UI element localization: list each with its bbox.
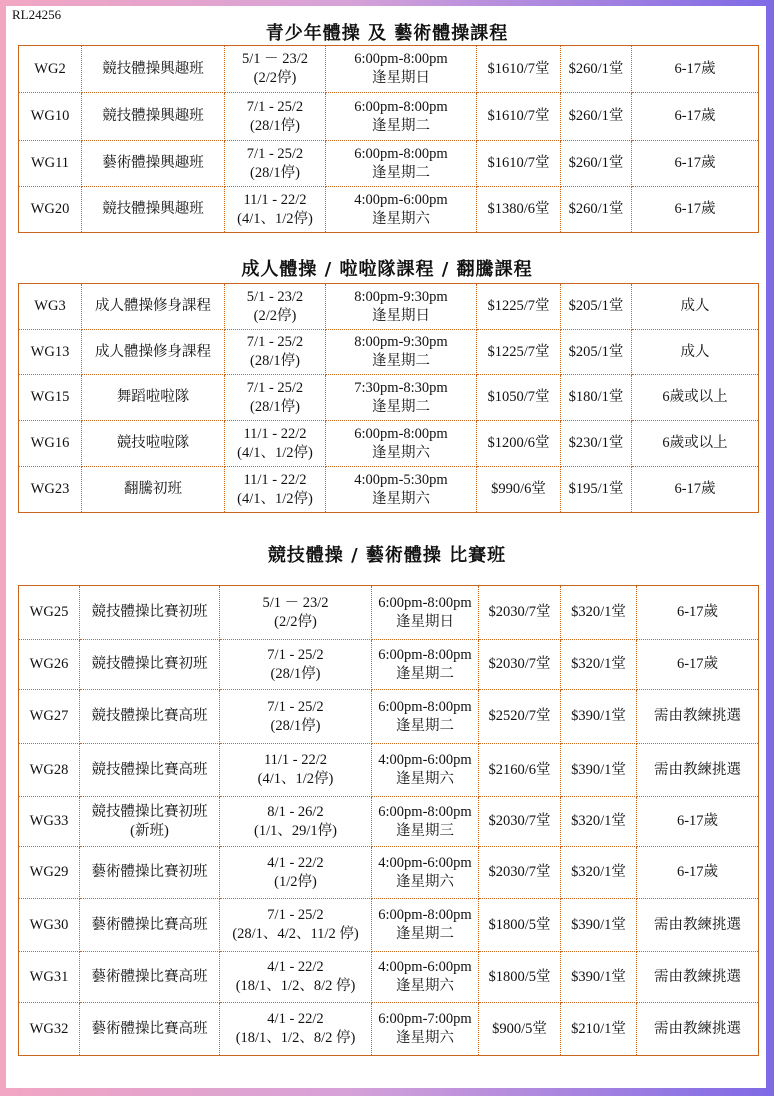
table-row xyxy=(19,797,759,847)
course-name xyxy=(80,640,220,690)
course-age: 成人 xyxy=(632,330,759,375)
course-name xyxy=(82,375,225,421)
course-single-fee: $320/1堂 xyxy=(561,797,637,847)
table-row xyxy=(19,141,759,187)
course-time-line: 逢星期二 xyxy=(396,665,454,682)
course-dates xyxy=(220,690,372,744)
course-code: WG26 xyxy=(19,640,80,690)
course-dates-line: 11/1 - 22/2 xyxy=(243,471,307,488)
course-fee: $2030/7堂 xyxy=(479,797,561,847)
course-fee: $990/6堂 xyxy=(477,467,561,513)
course-age: 6歲或以上 xyxy=(632,421,759,467)
course-time-line: 4:00pm-6:00pm xyxy=(378,752,472,768)
course-code: WG20 xyxy=(19,187,82,233)
course-time-line: 逢星期二 xyxy=(372,398,430,415)
course-age: 6-17歲 xyxy=(632,46,759,93)
course-code: WG30 xyxy=(19,899,80,952)
course-time-line: 逢星期六 xyxy=(396,1030,454,1046)
course-dates-line: (28/1停) xyxy=(250,353,300,369)
table-row xyxy=(19,690,759,744)
course-time xyxy=(372,797,479,847)
course-age: 需由教練挑選 xyxy=(637,952,759,1003)
course-dates xyxy=(225,46,326,93)
course-name-line: 競技體操比賽初班 xyxy=(91,604,208,620)
course-time xyxy=(372,690,479,744)
course-time xyxy=(326,375,477,421)
course-age: 6-17歲 xyxy=(632,141,759,187)
table-row xyxy=(19,421,759,467)
course-dates-line: (1/2停) xyxy=(274,873,317,890)
course-time-line: 逢星期日 xyxy=(372,307,430,324)
youth-course-table xyxy=(18,45,759,233)
course-dates xyxy=(225,421,326,467)
course-age: 需由教練挑選 xyxy=(637,744,759,797)
table-row xyxy=(19,46,759,93)
course-fee: $1610/7堂 xyxy=(477,93,561,141)
course-dates-line: (28/1停) xyxy=(250,117,300,134)
course-code: WG29 xyxy=(19,847,80,899)
course-dates-line: (2/2停) xyxy=(253,70,297,86)
course-dates-line: (1/1、29/1停) xyxy=(254,822,337,839)
course-single-fee: $320/1堂 xyxy=(561,586,637,640)
course-dates xyxy=(225,375,326,421)
course-time-line: 逢星期六 xyxy=(396,771,454,787)
course-time-line: 4:00pm-6:00pm xyxy=(354,191,448,208)
course-time-line: 6:00pm-8:00pm xyxy=(354,98,448,115)
course-single-fee: $260/1堂 xyxy=(561,141,632,187)
table-row xyxy=(19,847,759,899)
course-name-line: 競技體操比賽初班 xyxy=(91,803,208,820)
course-fee: $900/5堂 xyxy=(479,1003,561,1056)
course-dates-line: (4/1、1/2停) xyxy=(257,771,334,787)
course-name xyxy=(82,141,225,187)
course-name xyxy=(82,467,225,513)
course-code: WG13 xyxy=(19,330,82,375)
table-row xyxy=(19,586,759,640)
course-name-line: 競技體操比賽初班 xyxy=(91,656,208,672)
course-name-line: 成人體操修身課程 xyxy=(95,298,211,314)
course-time-line: 逢星期二 xyxy=(372,164,430,181)
course-name-line: 競技體操興趣班 xyxy=(102,60,204,77)
course-time-line: 6:00pm-8:00pm xyxy=(378,698,472,715)
course-fee: $1225/7堂 xyxy=(477,284,561,330)
course-fee: $2160/6堂 xyxy=(479,744,561,797)
course-name-line: 藝術體操興趣班 xyxy=(102,155,204,171)
course-dates-line: (4/1、1/2停) xyxy=(237,210,313,227)
course-time-line: 6:00pm-8:00pm xyxy=(378,803,472,820)
course-name-line: 競技體操比賽高班 xyxy=(91,761,208,778)
course-dates xyxy=(225,141,326,187)
course-time-line: 逢星期二 xyxy=(372,353,430,369)
course-age: 6歲或以上 xyxy=(632,375,759,421)
course-dates-line: (18/1、1/2、8/2 停) xyxy=(235,978,356,994)
course-time-line: 4:00pm-5:30pm xyxy=(354,471,448,488)
table-row xyxy=(19,952,759,1003)
course-time-line: 逢星期日 xyxy=(372,70,430,86)
course-dates-line: (28/1、4/2、11/2 停) xyxy=(232,926,359,942)
course-time xyxy=(326,421,477,467)
course-dates-line: 7/1 - 25/2 xyxy=(246,145,304,162)
course-single-fee: $320/1堂 xyxy=(561,640,637,690)
course-code: WG2 xyxy=(19,46,82,93)
course-dates-line: 8/1 - 26/2 xyxy=(267,803,324,820)
course-dates-line: 7/1 - 25/2 xyxy=(246,379,304,396)
course-name-line: 成人體操修身課程 xyxy=(95,343,211,360)
course-name xyxy=(80,690,220,744)
course-single-fee: $390/1堂 xyxy=(561,952,637,1003)
course-single-fee: $260/1堂 xyxy=(561,187,632,233)
course-dates-line: 7/1 - 25/2 xyxy=(267,698,324,715)
course-time-line: 逢星期六 xyxy=(396,978,454,994)
section-title-adult: 成人體操 / 啦啦隊課程 / 翻騰課程 xyxy=(241,259,533,280)
course-time-line: 逢星期日 xyxy=(396,613,454,630)
course-dates-line: (4/1、1/2停) xyxy=(237,490,313,507)
document-code: RL24256 xyxy=(12,7,62,22)
course-code: WG15 xyxy=(19,375,82,421)
course-time-line: 6:00pm-8:00pm xyxy=(378,907,472,923)
course-name xyxy=(82,284,225,330)
course-time xyxy=(372,586,479,640)
course-name xyxy=(82,46,225,93)
course-time-line: 逢星期二 xyxy=(372,117,430,134)
course-fee: $1800/5堂 xyxy=(479,952,561,1003)
course-fee: $1050/7堂 xyxy=(477,375,561,421)
course-code: WG27 xyxy=(19,690,80,744)
course-time xyxy=(326,46,477,93)
course-code: WG23 xyxy=(19,467,82,513)
course-code: WG11 xyxy=(19,141,82,187)
course-age: 需由教練挑選 xyxy=(637,899,759,952)
course-name xyxy=(80,797,220,847)
course-time xyxy=(326,284,477,330)
course-name xyxy=(80,899,220,952)
competition-course-table xyxy=(18,585,759,1056)
adult-course-table xyxy=(18,283,759,513)
course-time-line: 逢星期二 xyxy=(396,926,454,942)
section-title-youth: 青少年體操 及 藝術體操課程 xyxy=(265,23,509,44)
course-age: 6-17歲 xyxy=(637,797,759,847)
course-dates-line: 4/1 - 22/2 xyxy=(267,1011,324,1027)
course-dates-line: 4/1 - 22/2 xyxy=(267,854,324,871)
course-single-fee: $205/1堂 xyxy=(561,330,632,375)
course-dates xyxy=(225,93,326,141)
course-fee: $1610/7堂 xyxy=(477,46,561,93)
course-time-line: 逢星期六 xyxy=(372,490,430,507)
course-age: 需由教練挑選 xyxy=(637,690,759,744)
course-dates-line: (28/1停) xyxy=(270,665,321,682)
course-age: 6-17歲 xyxy=(632,93,759,141)
course-time-line: 6:00pm-8:00pm xyxy=(378,646,472,663)
course-dates-line: 7/1 - 25/2 xyxy=(267,646,324,663)
course-dates-line: 5/1 － 23/2 xyxy=(262,594,329,611)
course-name xyxy=(80,952,220,1003)
table-row xyxy=(19,1003,759,1056)
table-row xyxy=(19,330,759,375)
course-code: WG10 xyxy=(19,93,82,141)
course-fee: $2030/7堂 xyxy=(479,847,561,899)
course-dates xyxy=(225,467,326,513)
course-dates xyxy=(225,284,326,330)
course-single-fee: $260/1堂 xyxy=(561,46,632,93)
course-dates xyxy=(220,640,372,690)
course-single-fee: $320/1堂 xyxy=(561,847,637,899)
table-row xyxy=(19,899,759,952)
course-age: 6-17歲 xyxy=(637,640,759,690)
course-fee: $1225/7堂 xyxy=(477,330,561,375)
course-time-line: 逢星期六 xyxy=(372,444,430,461)
course-dates-line: (28/1停) xyxy=(250,398,300,415)
course-dates xyxy=(220,797,372,847)
course-age: 成人 xyxy=(632,284,759,330)
course-name-line: 藝術體操比賽高班 xyxy=(91,1020,208,1037)
course-time xyxy=(372,744,479,797)
course-fee: $1200/6堂 xyxy=(477,421,561,467)
course-dates-line: (28/1停) xyxy=(270,717,321,734)
table-row xyxy=(19,375,759,421)
section-title-competition: 競技體操 / 藝術體操 比賽班 xyxy=(267,545,507,566)
course-time-line: 逢星期六 xyxy=(372,210,430,227)
course-fee: $1800/5堂 xyxy=(479,899,561,952)
course-code: WG16 xyxy=(19,421,82,467)
course-name-line: 舞蹈啦啦隊 xyxy=(116,389,190,405)
course-time xyxy=(372,899,479,952)
course-dates-line: 5/1 － 23/2 xyxy=(241,51,309,67)
course-dates-line: 5/1 - 23/2 xyxy=(246,288,304,305)
course-code: WG33 xyxy=(19,797,80,847)
course-time xyxy=(372,1003,479,1056)
course-name-line: 藝術體操比賽高班 xyxy=(91,916,208,933)
course-dates xyxy=(220,952,372,1003)
table-row xyxy=(19,467,759,513)
course-fee: $1380/6堂 xyxy=(477,187,561,233)
course-age: 6-17歲 xyxy=(632,467,759,513)
course-name-line: 競技體操興趣班 xyxy=(102,201,204,217)
course-time-line: 6:00pm-8:00pm xyxy=(354,425,448,442)
course-time-line: 6:00pm-8:00pm xyxy=(354,51,448,67)
course-single-fee: $205/1堂 xyxy=(561,284,632,330)
course-time-line: 8:00pm-9:30pm xyxy=(354,288,448,305)
course-code: WG31 xyxy=(19,952,80,1003)
course-time-line: 逢星期六 xyxy=(396,873,454,890)
course-time-line: 7:30pm-8:30pm xyxy=(354,379,448,396)
course-name-line: 競技體操比賽高班 xyxy=(91,708,208,724)
table-row xyxy=(19,284,759,330)
course-time-line: 8:00pm-9:30pm xyxy=(354,334,448,350)
course-time xyxy=(372,847,479,899)
course-age: 6-17歲 xyxy=(637,586,759,640)
course-code: WG28 xyxy=(19,744,80,797)
course-single-fee: $390/1堂 xyxy=(561,744,637,797)
course-dates-line: (18/1、1/2、8/2 停) xyxy=(235,1030,356,1046)
course-dates-line: 11/1 - 22/2 xyxy=(243,425,307,442)
course-name xyxy=(80,1003,220,1056)
course-time xyxy=(372,640,479,690)
course-age: 6-17歲 xyxy=(632,187,759,233)
course-single-fee: $180/1堂 xyxy=(561,375,632,421)
course-time xyxy=(326,330,477,375)
course-time xyxy=(326,93,477,141)
course-name xyxy=(80,847,220,899)
course-time-line: 逢星期二 xyxy=(396,717,454,734)
course-name xyxy=(82,330,225,375)
course-time-line: 6:00pm-8:00pm xyxy=(378,594,472,611)
course-dates-line: 7/1 - 25/2 xyxy=(246,334,304,350)
course-age: 需由教練挑選 xyxy=(637,1003,759,1056)
course-code: WG25 xyxy=(19,586,80,640)
course-name xyxy=(82,421,225,467)
course-time-line: 6:00pm-7:00pm xyxy=(378,1011,472,1027)
course-name-line: 競技啦啦隊 xyxy=(116,435,190,451)
course-age: 6-17歲 xyxy=(637,847,759,899)
course-code: WG3 xyxy=(19,284,82,330)
table-row xyxy=(19,93,759,141)
course-single-fee: $390/1堂 xyxy=(561,690,637,744)
course-dates-line: 4/1 - 22/2 xyxy=(267,959,324,975)
course-time xyxy=(326,467,477,513)
course-time xyxy=(326,187,477,233)
course-time xyxy=(372,952,479,1003)
course-code: WG32 xyxy=(19,1003,80,1056)
course-time-line: 4:00pm-6:00pm xyxy=(378,959,472,975)
course-dates-line: (2/2停) xyxy=(253,307,297,324)
course-dates xyxy=(225,330,326,375)
course-name xyxy=(82,93,225,141)
course-single-fee: $230/1堂 xyxy=(561,421,632,467)
course-fee: $2030/7堂 xyxy=(479,586,561,640)
course-dates-line: 7/1 - 25/2 xyxy=(267,907,324,923)
course-time-line: 6:00pm-8:00pm xyxy=(354,145,448,162)
course-dates xyxy=(220,744,372,797)
course-name-line: 競技體操興趣班 xyxy=(102,108,204,124)
course-dates-line: (4/1、1/2停) xyxy=(237,444,313,461)
course-dates-line: 11/1 - 22/2 xyxy=(263,752,328,768)
course-single-fee: $260/1堂 xyxy=(561,93,632,141)
course-single-fee: $390/1堂 xyxy=(561,899,637,952)
course-time-line: 逢星期三 xyxy=(396,822,454,839)
course-name xyxy=(80,586,220,640)
course-name xyxy=(80,744,220,797)
course-fee: $1610/7堂 xyxy=(477,141,561,187)
course-dates-line: 7/1 - 25/2 xyxy=(246,98,304,115)
course-dates xyxy=(220,899,372,952)
course-time xyxy=(326,141,477,187)
course-name-line: 藝術體操比賽高班 xyxy=(91,968,208,985)
table-row xyxy=(19,187,759,233)
course-time-line: 4:00pm-6:00pm xyxy=(378,854,472,871)
course-dates xyxy=(220,1003,372,1056)
course-name-line: 藝術體操比賽初班 xyxy=(91,864,208,880)
course-dates xyxy=(220,586,372,640)
course-dates xyxy=(220,847,372,899)
table-row xyxy=(19,744,759,797)
course-dates-line: 11/1 - 22/2 xyxy=(243,191,307,208)
course-dates-line: (2/2停) xyxy=(274,613,317,630)
course-name-line: 翻騰初班 xyxy=(124,481,182,497)
course-dates-line: (28/1停) xyxy=(250,164,300,181)
course-single-fee: $195/1堂 xyxy=(561,467,632,513)
course-fee: $2030/7堂 xyxy=(479,640,561,690)
course-fee: $2520/7堂 xyxy=(479,690,561,744)
course-name xyxy=(82,187,225,233)
course-dates xyxy=(225,187,326,233)
course-single-fee: $210/1堂 xyxy=(561,1003,637,1056)
table-row xyxy=(19,640,759,690)
course-name-line: (新班) xyxy=(130,822,169,839)
